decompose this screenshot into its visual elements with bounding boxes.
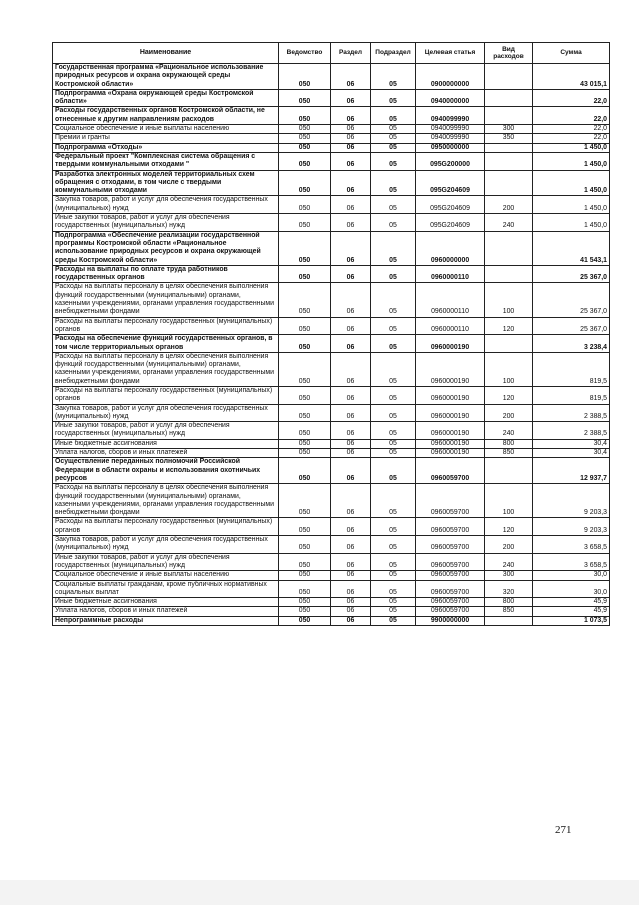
header-name: Наименование xyxy=(53,43,279,64)
row-razdel-cell: 06 xyxy=(331,439,371,448)
table-row xyxy=(53,335,610,353)
row-razdel-cell: 06 xyxy=(331,422,371,440)
row-celevaya-cell: 0960000110 xyxy=(416,265,485,283)
row-vid-cell: 800 xyxy=(485,598,533,607)
row-vid-cell: 850 xyxy=(485,449,533,458)
row-summa-cell: 25 367,0 xyxy=(533,283,610,317)
row-name-cell: Государственная программа «Рациональное использование природных ресурсов и охрана окружающей среды Костромской области» xyxy=(53,64,279,90)
row-vid-cell: 200 xyxy=(485,404,533,422)
row-podrazdel-cell: 05 xyxy=(371,214,416,232)
row-vid-cell xyxy=(485,616,533,625)
row-summa-cell: 22,0 xyxy=(533,89,610,107)
row-vedomstvo-cell: 050 xyxy=(279,484,331,518)
row-summa-cell: 22,0 xyxy=(533,107,610,125)
row-summa-cell: 30,0 xyxy=(533,580,610,598)
row-name-cell: Закупка товаров, работ и услуг для обеспечения государственных (муниципальных) нужд xyxy=(53,196,279,214)
row-vedomstvo-cell: 050 xyxy=(279,439,331,448)
row-celevaya-cell: 0960000110 xyxy=(416,317,485,335)
row-razdel-cell: 06 xyxy=(331,553,371,571)
row-podrazdel-cell: 05 xyxy=(371,536,416,554)
row-celevaya-cell: 0950000000 xyxy=(416,143,485,152)
row-podrazdel-cell: 05 xyxy=(371,553,416,571)
row-razdel-cell: 06 xyxy=(331,404,371,422)
row-name-cell: Уплата налогов, сборов и иных платежей xyxy=(53,449,279,458)
table-row xyxy=(53,352,610,386)
budget-table xyxy=(52,42,610,626)
row-vedomstvo-cell: 050 xyxy=(279,170,331,196)
table-row xyxy=(53,404,610,422)
row-summa-cell: 2 388,5 xyxy=(533,422,610,440)
row-vid-cell xyxy=(485,458,533,484)
table-row xyxy=(53,283,610,317)
header-podrazdel: Подраздел xyxy=(371,43,416,64)
row-vedomstvo-cell: 050 xyxy=(279,283,331,317)
row-vid-cell: 320 xyxy=(485,580,533,598)
table-row xyxy=(53,64,610,90)
table-row xyxy=(53,170,610,196)
row-razdel-cell: 06 xyxy=(331,214,371,232)
row-razdel-cell: 06 xyxy=(331,449,371,458)
row-razdel-cell: 06 xyxy=(331,317,371,335)
row-summa-cell: 2 388,5 xyxy=(533,404,610,422)
row-name-cell: Премии и гранты xyxy=(53,134,279,143)
row-podrazdel-cell: 05 xyxy=(371,518,416,536)
header-vedomstvo: Ведомство xyxy=(279,43,331,64)
table-row xyxy=(53,484,610,518)
table-row xyxy=(53,518,610,536)
row-name-cell: Расходы на выплаты персоналу в целях обеспечения выполнения функций государственными (муниципальными) органами, казенными учреждениями, органами управления государственными внебюджетными фондами xyxy=(53,352,279,386)
row-summa-cell: 9 203,3 xyxy=(533,518,610,536)
row-vid-cell xyxy=(485,89,533,107)
row-vedomstvo-cell: 050 xyxy=(279,143,331,152)
row-celevaya-cell: 0960000190 xyxy=(416,404,485,422)
row-vid-cell xyxy=(485,152,533,170)
row-name-cell: Расходы на обеспечение функций государственных органов, в том числе территориальных органов xyxy=(53,335,279,353)
row-vid-cell: 120 xyxy=(485,518,533,536)
row-vid-cell xyxy=(485,231,533,265)
row-podrazdel-cell: 05 xyxy=(371,317,416,335)
row-vid-cell xyxy=(485,170,533,196)
table-row xyxy=(53,317,610,335)
row-podrazdel-cell: 05 xyxy=(371,265,416,283)
header-vid-raskhodov: Вид расходов xyxy=(485,43,533,64)
row-celevaya-cell: 095G204609 xyxy=(416,196,485,214)
row-podrazdel-cell: 05 xyxy=(371,458,416,484)
row-vedomstvo-cell: 050 xyxy=(279,518,331,536)
table-row xyxy=(53,598,610,607)
row-razdel-cell: 06 xyxy=(331,107,371,125)
row-podrazdel-cell: 05 xyxy=(371,64,416,90)
row-summa-cell: 25 367,0 xyxy=(533,317,610,335)
row-celevaya-cell: 0960000000 xyxy=(416,231,485,265)
row-vedomstvo-cell: 050 xyxy=(279,352,331,386)
row-vedomstvo-cell: 050 xyxy=(279,536,331,554)
row-summa-cell: 45,9 xyxy=(533,607,610,616)
row-vid-cell: 800 xyxy=(485,439,533,448)
row-podrazdel-cell: 05 xyxy=(371,598,416,607)
row-vid-cell xyxy=(485,335,533,353)
row-vedomstvo-cell: 050 xyxy=(279,449,331,458)
row-name-cell: Закупка товаров, работ и услуг для обеспечения государственных (муниципальных) нужд xyxy=(53,404,279,422)
row-razdel-cell: 06 xyxy=(331,283,371,317)
row-razdel-cell: 06 xyxy=(331,170,371,196)
row-name-cell: Подпрограмма «Отходы» xyxy=(53,143,279,152)
row-name-cell: Расходы на выплаты персоналу государственных (муниципальных) органов xyxy=(53,317,279,335)
row-podrazdel-cell: 05 xyxy=(371,484,416,518)
row-vedomstvo-cell: 050 xyxy=(279,317,331,335)
row-vedomstvo-cell: 050 xyxy=(279,152,331,170)
table-row xyxy=(53,107,610,125)
row-vid-cell xyxy=(485,64,533,90)
row-name-cell: Иные бюджетные ассигнования xyxy=(53,598,279,607)
row-podrazdel-cell: 05 xyxy=(371,449,416,458)
row-razdel-cell: 06 xyxy=(331,352,371,386)
budget-table-sheet xyxy=(52,42,609,626)
row-podrazdel-cell: 05 xyxy=(371,386,416,404)
row-name-cell: Расходы на выплаты персоналу в целях обеспечения выполнения функций государственными (муниципальными) органами, казенными учреждениями, органами управления государственными внебюджетными фондами xyxy=(53,484,279,518)
row-razdel-cell: 06 xyxy=(331,152,371,170)
row-celevaya-cell: 0960059700 xyxy=(416,580,485,598)
row-razdel-cell: 06 xyxy=(331,265,371,283)
row-celevaya-cell: 0960000110 xyxy=(416,283,485,317)
row-summa-cell: 12 937,7 xyxy=(533,458,610,484)
row-vid-cell: 240 xyxy=(485,422,533,440)
table-row xyxy=(53,196,610,214)
row-celevaya-cell: 0960000190 xyxy=(416,386,485,404)
row-vedomstvo-cell: 050 xyxy=(279,580,331,598)
row-razdel-cell: 06 xyxy=(331,134,371,143)
row-razdel-cell: 06 xyxy=(331,607,371,616)
row-vedomstvo-cell: 050 xyxy=(279,598,331,607)
row-summa-cell: 1 450,0 xyxy=(533,170,610,196)
row-summa-cell: 30,4 xyxy=(533,449,610,458)
row-celevaya-cell: 0940099990 xyxy=(416,134,485,143)
scan-bottom-strip xyxy=(0,880,639,905)
header-celevaya-statya: Целевая статья xyxy=(416,43,485,64)
row-vedomstvo-cell: 050 xyxy=(279,231,331,265)
row-summa-cell: 30,4 xyxy=(533,439,610,448)
row-podrazdel-cell: 05 xyxy=(371,196,416,214)
row-vedomstvo-cell: 050 xyxy=(279,458,331,484)
row-podrazdel-cell: 05 xyxy=(371,335,416,353)
row-razdel-cell: 06 xyxy=(331,143,371,152)
table-row xyxy=(53,143,610,152)
row-podrazdel-cell: 05 xyxy=(371,607,416,616)
row-podrazdel-cell: 05 xyxy=(371,571,416,580)
row-vedomstvo-cell: 050 xyxy=(279,89,331,107)
row-vedomstvo-cell: 050 xyxy=(279,196,331,214)
row-name-cell: Непрограммные расходы xyxy=(53,616,279,625)
row-vid-cell: 850 xyxy=(485,607,533,616)
row-name-cell: Социальные выплаты гражданам, кроме публичных нормативных социальных выплат xyxy=(53,580,279,598)
row-podrazdel-cell: 05 xyxy=(371,352,416,386)
row-vedomstvo-cell: 050 xyxy=(279,571,331,580)
row-vid-cell: 120 xyxy=(485,386,533,404)
row-name-cell: Расходы на выплаты персоналу государственных (муниципальных) органов xyxy=(53,518,279,536)
row-razdel-cell: 06 xyxy=(331,458,371,484)
row-celevaya-cell: 095G204609 xyxy=(416,214,485,232)
table-row xyxy=(53,231,610,265)
row-podrazdel-cell: 05 xyxy=(371,404,416,422)
row-name-cell: Расходы на выплаты персоналу в целях обеспечения выполнения функций государственными (муниципальными) органами, казенными учреждениями, органами управления государственными внебюджетными фондами xyxy=(53,283,279,317)
row-podrazdel-cell: 05 xyxy=(371,283,416,317)
row-summa-cell: 22,0 xyxy=(533,134,610,143)
row-vedomstvo-cell: 050 xyxy=(279,64,331,90)
row-name-cell: Федеральный проект "Комплексная система обращения с твердыми коммунальными отходами " xyxy=(53,152,279,170)
row-celevaya-cell: 0960059700 xyxy=(416,553,485,571)
row-vid-cell xyxy=(485,265,533,283)
row-summa-cell: 22,0 xyxy=(533,125,610,134)
row-razdel-cell: 06 xyxy=(331,571,371,580)
row-razdel-cell: 06 xyxy=(331,231,371,265)
row-celevaya-cell: 0960059700 xyxy=(416,571,485,580)
row-razdel-cell: 06 xyxy=(331,386,371,404)
row-razdel-cell: 06 xyxy=(331,335,371,353)
table-row xyxy=(53,580,610,598)
table-row xyxy=(53,571,610,580)
row-razdel-cell: 06 xyxy=(331,64,371,90)
row-summa-cell: 9 203,3 xyxy=(533,484,610,518)
table-body xyxy=(53,64,610,626)
row-summa-cell: 25 367,0 xyxy=(533,265,610,283)
row-vid-cell: 200 xyxy=(485,196,533,214)
row-summa-cell: 819,5 xyxy=(533,386,610,404)
row-name-cell: Иные закупки товаров, работ и услуг для обеспечения государственных (муниципальных) нужд xyxy=(53,214,279,232)
row-summa-cell: 45,9 xyxy=(533,598,610,607)
table-row xyxy=(53,616,610,625)
row-celevaya-cell: 0960000190 xyxy=(416,335,485,353)
row-celevaya-cell: 0960000190 xyxy=(416,439,485,448)
row-vid-cell: 100 xyxy=(485,283,533,317)
row-razdel-cell: 06 xyxy=(331,518,371,536)
row-podrazdel-cell: 05 xyxy=(371,170,416,196)
row-summa-cell: 1 450,0 xyxy=(533,152,610,170)
row-podrazdel-cell: 05 xyxy=(371,125,416,134)
row-razdel-cell: 06 xyxy=(331,125,371,134)
row-name-cell: Иные закупки товаров, работ и услуг для обеспечения государственных (муниципальных) нужд xyxy=(53,422,279,440)
table-row xyxy=(53,152,610,170)
row-summa-cell: 3 238,4 xyxy=(533,335,610,353)
row-name-cell: Иные бюджетные ассигнования xyxy=(53,439,279,448)
table-row xyxy=(53,458,610,484)
row-summa-cell: 1 450,0 xyxy=(533,214,610,232)
table-row xyxy=(53,439,610,448)
row-podrazdel-cell: 05 xyxy=(371,152,416,170)
row-podrazdel-cell: 05 xyxy=(371,89,416,107)
row-celevaya-cell: 0960059700 xyxy=(416,536,485,554)
row-podrazdel-cell: 05 xyxy=(371,422,416,440)
row-podrazdel-cell: 05 xyxy=(371,580,416,598)
row-vedomstvo-cell: 050 xyxy=(279,422,331,440)
row-razdel-cell: 06 xyxy=(331,536,371,554)
row-vid-cell: 240 xyxy=(485,214,533,232)
row-celevaya-cell: 0940000000 xyxy=(416,89,485,107)
table-row xyxy=(53,449,610,458)
row-vedomstvo-cell: 050 xyxy=(279,134,331,143)
row-razdel-cell: 06 xyxy=(331,598,371,607)
row-name-cell: Разработка электронных моделей территориальных схем обращения с отходами, в том числе с твердыми коммунальными отходами xyxy=(53,170,279,196)
row-summa-cell: 30,0 xyxy=(533,571,610,580)
row-celevaya-cell: 0960059700 xyxy=(416,607,485,616)
row-celevaya-cell: 0940099990 xyxy=(416,125,485,134)
row-name-cell: Иные закупки товаров, работ и услуг для обеспечения государственных (муниципальных) нужд xyxy=(53,553,279,571)
row-celevaya-cell: 0960000190 xyxy=(416,352,485,386)
row-summa-cell: 3 658,5 xyxy=(533,536,610,554)
table-row xyxy=(53,553,610,571)
table-row xyxy=(53,386,610,404)
header-summa: Сумма xyxy=(533,43,610,64)
row-name-cell: Социальное обеспечение и иные выплаты населению xyxy=(53,125,279,134)
row-name-cell: Расходы на выплаты по оплате труда работников государственных органов xyxy=(53,265,279,283)
row-celevaya-cell: 0960059700 xyxy=(416,518,485,536)
row-podrazdel-cell: 05 xyxy=(371,107,416,125)
row-name-cell: Закупка товаров, работ и услуг для обеспечения государственных (муниципальных) нужд xyxy=(53,536,279,554)
row-vedomstvo-cell: 050 xyxy=(279,607,331,616)
row-summa-cell: 819,5 xyxy=(533,352,610,386)
row-podrazdel-cell: 05 xyxy=(371,143,416,152)
row-razdel-cell: 06 xyxy=(331,196,371,214)
table-row xyxy=(53,422,610,440)
table-header-row xyxy=(53,43,610,64)
table-row xyxy=(53,265,610,283)
row-podrazdel-cell: 05 xyxy=(371,439,416,448)
row-celevaya-cell: 095G200000 xyxy=(416,152,485,170)
row-vid-cell: 100 xyxy=(485,484,533,518)
row-summa-cell: 3 658,5 xyxy=(533,553,610,571)
row-celevaya-cell: 0900000000 xyxy=(416,64,485,90)
row-podrazdel-cell: 05 xyxy=(371,616,416,625)
row-podrazdel-cell: 05 xyxy=(371,134,416,143)
row-name-cell: Социальное обеспечение и иные выплаты населению xyxy=(53,571,279,580)
row-celevaya-cell: 0960059700 xyxy=(416,484,485,518)
row-celevaya-cell: 0960000190 xyxy=(416,449,485,458)
table-row xyxy=(53,89,610,107)
row-celevaya-cell: 0960059700 xyxy=(416,598,485,607)
row-name-cell: Расходы на выплаты персоналу государственных (муниципальных) органов xyxy=(53,386,279,404)
row-celevaya-cell: 0960000190 xyxy=(416,422,485,440)
row-vedomstvo-cell: 050 xyxy=(279,107,331,125)
table-row xyxy=(53,607,610,616)
table-row xyxy=(53,125,610,134)
row-vedomstvo-cell: 050 xyxy=(279,125,331,134)
row-vid-cell: 100 xyxy=(485,352,533,386)
row-vid-cell: 240 xyxy=(485,553,533,571)
row-podrazdel-cell: 05 xyxy=(371,231,416,265)
row-celevaya-cell: 9900000000 xyxy=(416,616,485,625)
row-razdel-cell: 06 xyxy=(331,580,371,598)
row-vid-cell: 350 xyxy=(485,134,533,143)
row-summa-cell: 41 543,1 xyxy=(533,231,610,265)
header-razdel: Раздел xyxy=(331,43,371,64)
row-name-cell: Подпрограмма «Обеспечение реализации государственной программы Костромской области «Рациональное использование природных ресурсов и охрана окружающей среды Костромской области» xyxy=(53,231,279,265)
row-name-cell: Подпрограмма «Охрана окружающей среды Костромской области» xyxy=(53,89,279,107)
row-vedomstvo-cell: 050 xyxy=(279,404,331,422)
row-vedomstvo-cell: 050 xyxy=(279,265,331,283)
table-row xyxy=(53,536,610,554)
row-vid-cell: 300 xyxy=(485,125,533,134)
row-celevaya-cell: 0960059700 xyxy=(416,458,485,484)
table-row xyxy=(53,134,610,143)
row-summa-cell: 1 450,0 xyxy=(533,143,610,152)
row-summa-cell: 1 450,0 xyxy=(533,196,610,214)
row-name-cell: Расходы государственных органов Костромской области, не отнесенные к другим направлениям расходов xyxy=(53,107,279,125)
row-vedomstvo-cell: 050 xyxy=(279,214,331,232)
row-razdel-cell: 06 xyxy=(331,484,371,518)
row-vedomstvo-cell: 050 xyxy=(279,616,331,625)
row-vedomstvo-cell: 050 xyxy=(279,553,331,571)
row-razdel-cell: 06 xyxy=(331,616,371,625)
row-vid-cell xyxy=(485,107,533,125)
row-celevaya-cell: 095G204609 xyxy=(416,170,485,196)
row-vedomstvo-cell: 050 xyxy=(279,335,331,353)
row-name-cell: Осуществление переданных полномочий Российской Федерации в области охраны и использования охотничьих ресурсов xyxy=(53,458,279,484)
row-vid-cell xyxy=(485,143,533,152)
row-summa-cell: 1 073,5 xyxy=(533,616,610,625)
row-celevaya-cell: 0940099990 xyxy=(416,107,485,125)
row-summa-cell: 43 015,1 xyxy=(533,64,610,90)
table-row xyxy=(53,214,610,232)
row-razdel-cell: 06 xyxy=(331,89,371,107)
row-name-cell: Уплата налогов, сборов и иных платежей xyxy=(53,607,279,616)
row-vedomstvo-cell: 050 xyxy=(279,386,331,404)
row-vid-cell: 120 xyxy=(485,317,533,335)
row-vid-cell: 200 xyxy=(485,536,533,554)
row-vid-cell: 300 xyxy=(485,571,533,580)
page-number: 271 xyxy=(555,824,572,836)
